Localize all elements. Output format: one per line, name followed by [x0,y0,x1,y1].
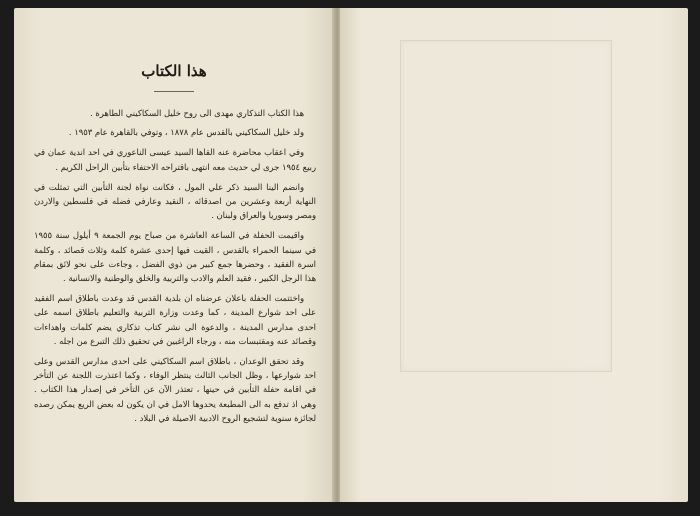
paragraph-dedication: هذا الكتاب التذكاري مهدى الى روح خليل السكاكيني الطاهرة . [90,108,304,118]
paragraph-birth-death: ولد خليل السكاكيني بالقدس عام ١٨٧٨ ، وتوفي بالقاهرة عام ١٩٥٣ . [68,127,304,138]
paragraph-lecture: وفي اعقاب محاضرة عنه القاها السيد عيسى الناعوري في احد اندية عمان في ربيع ١٩٥٤ جرى لي حديث معه انتهى باقتراحه الاحتفاء بتأبين الراحل الكريم . [34,147,316,172]
title-divider [154,91,194,92]
left-page [14,8,334,502]
blank-plate-impression [400,40,612,372]
paragraph-committee: وانضم الينا السيد ذكر علي المول ، فكانت نواة لجنة التأبين التي تمثلت في النهاية أربعة وعشرين من اصدقائه ، النقيد وعارفي فضله في فلسطين والاردن ومصر وسوريا والعراق ولبنان . [34,181,316,221]
paragraph-announcement: واختتمت الحفلة باعلان عرضناه ان بلدية القدس قد وعدت باطلاق اسم الفقيد على احد شوارع المدينة ، كما وعدت وزارة التربية والتعليم باطلاق اسمه على احدى مدارس المدينة ، والدعوة الى نشر كتاب تذكاري يضم كلمات واهداءات وقصائد عنه ومقتبسات منه ، ورجاء الراغبين في تحقيق ذلك التبرع من اجله . [34,293,316,346]
paragraph-ceremony: واقيمت الحفلة في الساعة العاشرة من صباح يوم الجمعة ٩ أيلول سنة ١٩٥٥ في سينما الحمراء بالقدس ، القيت فيها إحدى عشرة كلمة وثلاث قصائد ، وكلمة اسرة الفقيد ، وحضرها جمع كبير من ذوي الفضل ، وجاءت على نحو لائق بمقام هذا الرجل الكبير ، فقيد العلم والادب والتربية والخلق والوطنية والانسانية . [34,230,316,284]
page-body [34,106,316,430]
page-title: هذا الكتاب [141,62,207,80]
paragraph-fulfilment: وقد تحقق الوعدان ، باطلاق اسم السكاكيني على احدى مدارس القدس وعلى احد شوارعها ، وظل الجانب الثالث ينتظر الوفاء ، وكما اعتذرت اللجنة عن التأخر في اقامة حفلة التأبين في حينها ، تعتذر الآن عن التأخر في إصدار هذا الكتاب . وهي اذ تدفع به الى المطبعة يحدوها الامل في ان يكون له بعض الريع يمكن رصده لجائزة سنوية لتشجيع الروح الادبية الاصيلة في البلاد . [34,356,316,423]
